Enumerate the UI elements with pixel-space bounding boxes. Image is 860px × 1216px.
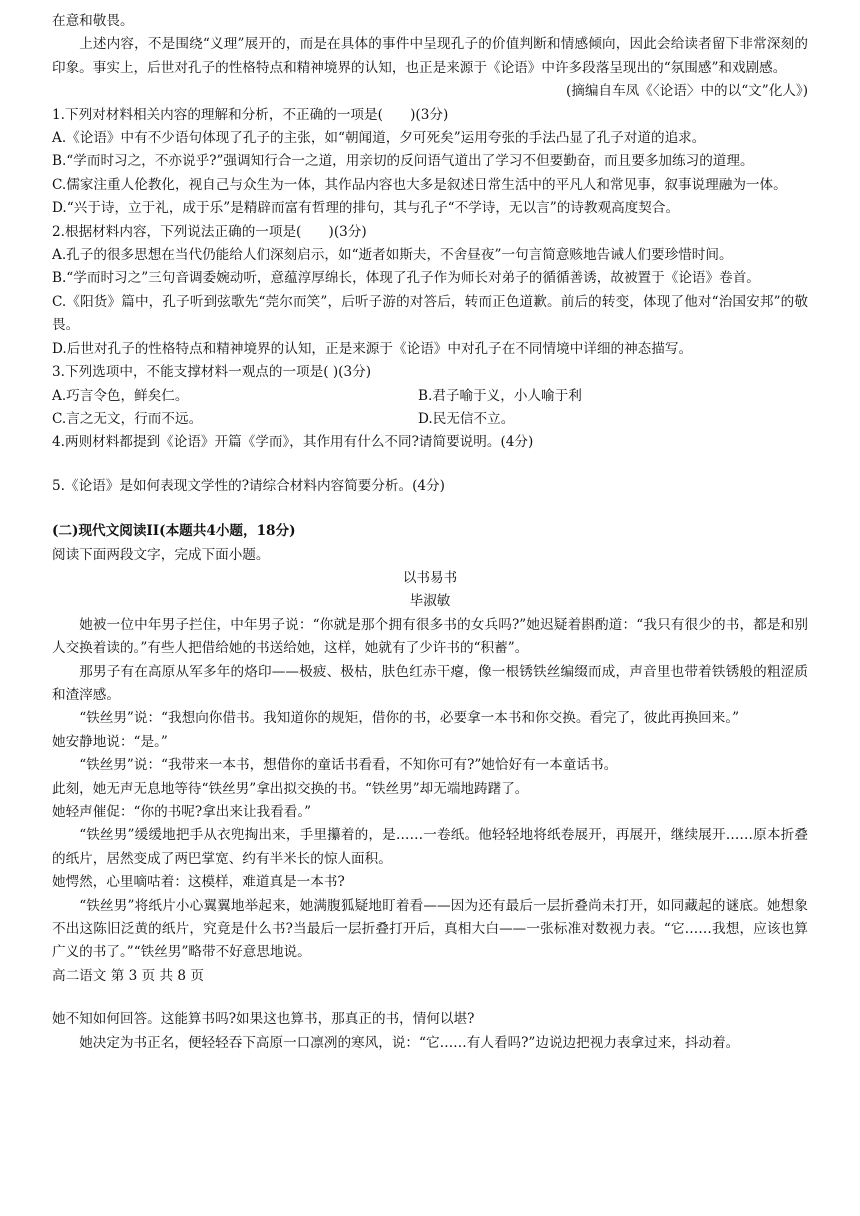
option-a: A.巧言令色，鲜矣仁。 bbox=[52, 387, 189, 404]
answer-space bbox=[52, 498, 808, 520]
option-d: D.民无信不立。 bbox=[418, 410, 515, 427]
story-paragraph: 她轻声催促：“你的书呢?拿出来让我看看。” bbox=[52, 804, 312, 820]
story-paragraph: “铁丝男”将纸片小心翼翼地举起来，她满腹狐疑地盯着看——因为还有最后一层折叠尚未打开，如同藏起的谜底。她想象不出这陈旧泛黄的纸片，究竟是什么书?当最后一层折叠打开后，真相大白——一张标准对数视力表。“它……我想，应该也算广义的书了。”“铁丝男”略带不好意思地说。 bbox=[52, 897, 808, 961]
question-4: 4.两则材料都提到《论语》开篇《学而》，其作用有什么不同?请简要说明。(4分) bbox=[52, 434, 534, 451]
question-5: 5.《论语》是如何表现文学性的?请综合材料内容简要分析。(4分) bbox=[52, 477, 445, 494]
story-paragraph: 此刻，她无声无息地等待“铁丝男”拿出拟交换的书。“铁丝男”却无端地踌躇了。 bbox=[52, 780, 529, 797]
source-citation: (摘编自车凤《〈论语〉中的以“文”化人》) bbox=[566, 83, 808, 100]
document-page bbox=[52, 10, 808, 1055]
page-break bbox=[52, 988, 808, 1008]
options-row bbox=[52, 408, 808, 431]
answer-space bbox=[52, 455, 808, 475]
story-paragraph: 她愕然，心里嘀咕着：这模样，难道真是一本书? bbox=[52, 874, 345, 891]
story-title: 以书易书 bbox=[402, 569, 458, 586]
text-line: 在意和敬畏。 bbox=[52, 13, 134, 29]
question-2 bbox=[52, 221, 808, 361]
question-stem: 2.根据材料内容，下列说法正确的一项是( )(3分) bbox=[52, 223, 367, 240]
section-heading: (二)现代文阅读II(本题共4小题，18分) bbox=[52, 523, 296, 540]
story-body bbox=[52, 614, 808, 965]
story-paragraph: 她决定为书正名，便轻轻吞下高原一口凛冽的寒风，说：“它……有人看吗?”边说边把视力表拿过来，抖动着。 bbox=[79, 1034, 740, 1051]
option-b: B.“学而时习之，不亦说乎?”强调知行合一之道，用亲切的反问语气道出了学习不但要勤奋，而且要多加练习的道理。 bbox=[52, 153, 754, 170]
option-b: B.“学而时习之”三句音调委婉动听，意蕴淳厚绵长，体现了孔子作为师长对弟子的循循善诱，故被置于《论语》卷首。 bbox=[52, 270, 760, 287]
question-1 bbox=[52, 104, 808, 221]
question-stem: 3.下列选项中，不能支撑材料一观点的一项是( )(3分) bbox=[52, 364, 372, 381]
question-stem: 1.下列对材料相关内容的理解和分析，不正确的一项是( )(3分) bbox=[52, 106, 449, 123]
story-paragraph: “铁丝男”说：“我带来一本书，想借你的童话书看看，不知你可有?”她恰好有一本童话书。 bbox=[79, 757, 618, 774]
option-c: C.言之无文，行而不远。 bbox=[52, 410, 203, 427]
summary-paragraph: 上述内容，不是围绕“义理”展开的，而是在具体的事件中呈现孔子的价值判断和情感倾向，因此会给读者留下非常深刻的印象。事实上，后世对孔子的性格特点和精神境界的认知，也正是来源于《论语》中许多段落呈现出的“氛围感”和戏剧感。 bbox=[52, 36, 808, 76]
story-author: 毕淑敏 bbox=[409, 593, 451, 610]
story-paragraph: “铁丝男”缓缓地把手从衣兜掏出来，手里攥着的，是……一卷纸。他轻轻地将纸卷展开，再展开，继续展开……原本折叠的纸片，居然变成了两巴掌宽、约有半米长的惊人面积。 bbox=[52, 827, 808, 867]
option-d: D.后世对孔子的性格特点和精神境界的认知，正是来源于《论语》中对孔子在不同情境中详细的神态描写。 bbox=[52, 340, 693, 357]
story-paragraph: 她安静地说：“是。” bbox=[52, 733, 168, 750]
question-3 bbox=[52, 361, 808, 431]
story-paragraph: 她被一位中年男子拦住，中年男子说：“你就是那个拥有很多书的女兵吗?”她迟疑着斟酌道：“我只有很少的书，都是和别人交换着读的。”有些人把借给她的书送给她，这样，她就有了少许书的“积蓄”。 bbox=[52, 616, 808, 657]
option-d: D.“兴于诗，立于礼，成于乐”是精辟而富有哲理的排句，其与孔子“不学诗，无以言”的诗教观高度契合。 bbox=[52, 200, 680, 217]
story-paragraph: 那男子有在高原从军多年的烙印——极疲、极枯，肤色红赤干瘪，像一根锈铁丝编缀而成，声音里也带着铁锈般的粗涩质和渣滓感。 bbox=[52, 663, 808, 703]
story-continuation bbox=[52, 1008, 808, 1055]
page-footer: 高二语文 第 3 页 共 8 页 bbox=[52, 967, 204, 984]
option-c: C.儒家注重人伦教化，视自己与众生为一体，其作品内容也大多是叙述日常生活中的平凡人和常见事，叙事说理融为一体。 bbox=[52, 176, 787, 193]
option-b: B.君子喻于义，小人喻于利 bbox=[418, 387, 582, 404]
story-paragraph: “铁丝男”说：“我想向你借书。我知道你的规矩，借你的书，必要拿一本书和你交换。看完了，彼此再换回来。” bbox=[79, 710, 740, 727]
option-a: A.《论语》中有不少语句体现了孔子的主张，如“朝闻道，夕可死矣”运用夸张的手法凸显了孔子对道的追求。 bbox=[52, 130, 706, 147]
option-a: A.孔子的很多思想在当代仍能给人们深刻启示，如“逝者如斯夫，不舍昼夜”一句言简意赅地告诫人们要珍惜时间。 bbox=[52, 247, 733, 264]
instruction-text: 阅读下面两段文字，完成下面小题。 bbox=[52, 546, 270, 563]
option-c: C.《阳货》篇中，孔子听到弦歌先“莞尔而笑”，后听子游的对答后，转而正色道歉。前后的转变，体现了他对“治国安邦”的敬畏。 bbox=[52, 293, 808, 334]
story-paragraph: 她不知如何回答。这能算书吗?如果这也算书，那真正的书，情何以堪? bbox=[52, 1011, 475, 1028]
options-row bbox=[52, 385, 808, 408]
